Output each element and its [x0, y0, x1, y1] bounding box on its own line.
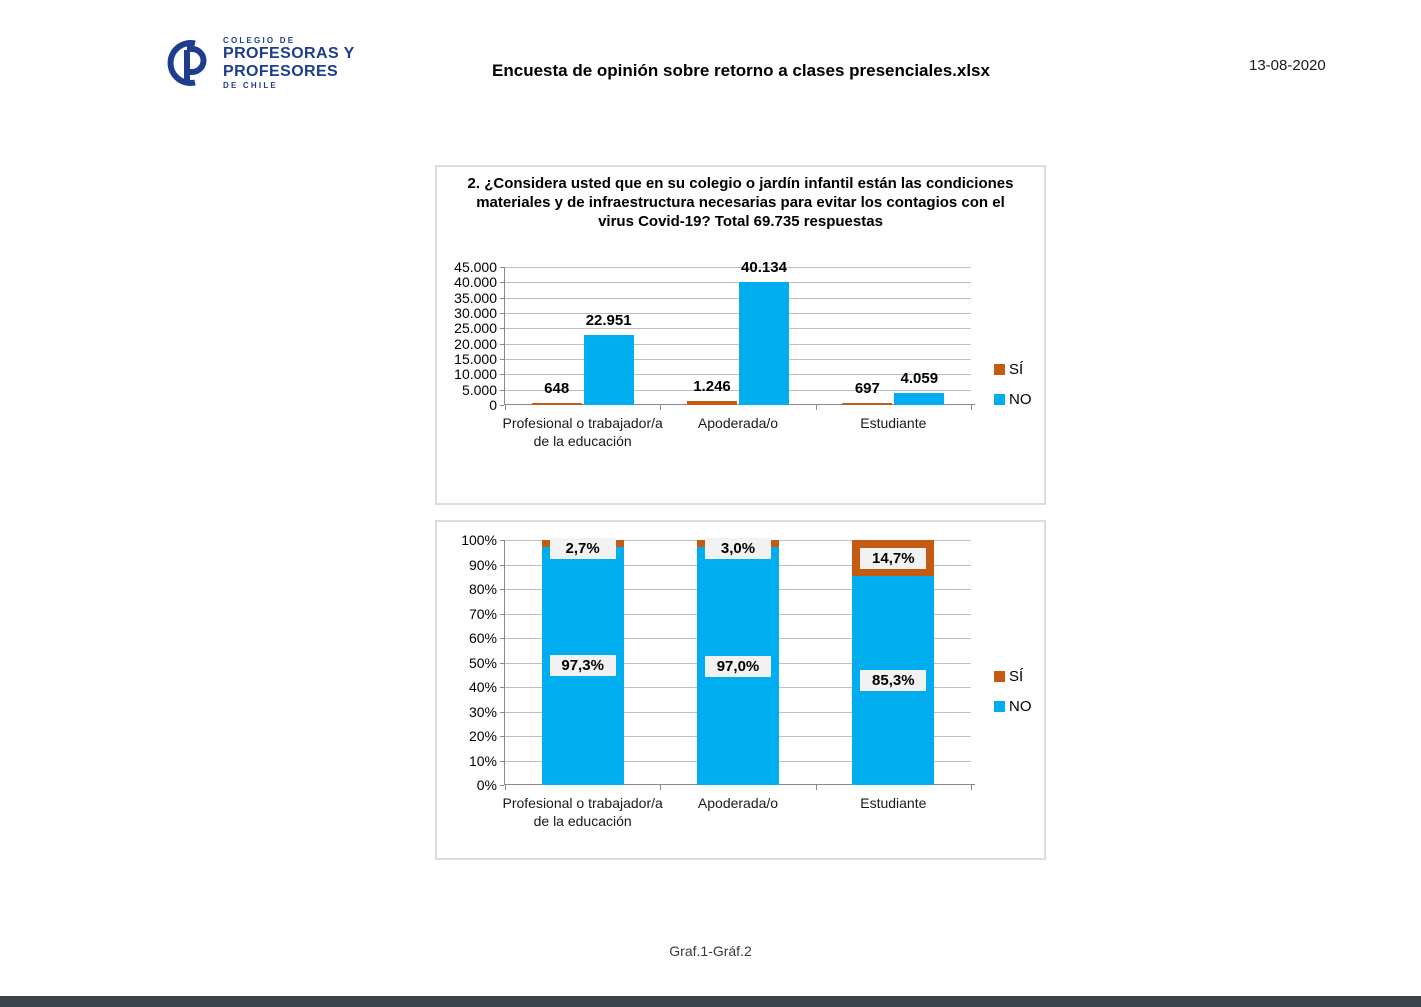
grid-line	[505, 344, 971, 345]
grid-line	[505, 298, 971, 299]
logo-line-1: COLEGIO DE	[223, 36, 296, 45]
category-label: Apoderada/o	[697, 795, 779, 811]
plot-area	[505, 540, 971, 785]
y-tick-label: 35.000	[454, 289, 497, 306]
chart-counts-box	[435, 165, 1046, 505]
y-tick-label: 0%	[476, 777, 497, 793]
legend-label: SÍ	[1009, 668, 1024, 685]
y-tick-label: 20.000	[454, 335, 497, 352]
plot-area	[505, 258, 971, 405]
data-label-no: 40.134	[741, 258, 787, 276]
legend-item	[994, 698, 1032, 715]
y-tick-label: 30%	[468, 703, 497, 720]
data-label-si: 1.246	[693, 378, 731, 396]
y-tick-label: 90%	[468, 556, 497, 573]
category-label: Estudiante	[860, 415, 927, 431]
logo-line-3: PROFESORES	[223, 63, 339, 80]
x-tick-mark	[816, 405, 817, 410]
y-tick-mark	[500, 785, 504, 786]
x-tick-mark	[505, 785, 506, 790]
bar-si	[532, 403, 582, 405]
legend-label: NO	[1009, 391, 1032, 408]
legend-label: SÍ	[1009, 361, 1024, 378]
data-label-no: 4.059	[900, 369, 939, 387]
y-tick-label: 50%	[468, 654, 497, 671]
y-tick-label: 0	[489, 397, 497, 413]
document-date: 13-08-2020	[1249, 57, 1326, 74]
document-title: Encuesta de opinión sobre retorno a clases presenciales.xlsx	[492, 61, 990, 80]
y-tick-label: 25.000	[454, 320, 497, 337]
data-label-si: 648	[544, 380, 570, 397]
grid-line	[505, 282, 971, 283]
y-tick-label: 10%	[468, 752, 497, 769]
legend-item	[994, 391, 1032, 408]
x-tick-mark	[971, 405, 972, 410]
data-label-no: 97,3%	[550, 655, 616, 676]
data-label-no: 22.951	[585, 311, 632, 329]
y-tick-label: 10.000	[454, 366, 497, 383]
y-tick-label: 30.000	[454, 305, 497, 321]
window-bottom-bar	[0, 996, 1421, 1007]
logo-line-2: PROFESORAS Y	[223, 45, 355, 62]
x-tick-mark	[971, 785, 972, 790]
bar-si	[687, 401, 737, 405]
category-label: Apoderada/o	[697, 415, 779, 431]
category-label: Profesional o trabajador/a de la educación	[502, 415, 663, 449]
y-tick-label: 15.000	[454, 351, 497, 367]
legend	[994, 668, 1032, 728]
legend-swatch-icon	[994, 394, 1005, 405]
legend-swatch-icon	[994, 364, 1005, 375]
category-label: Estudiante	[860, 795, 927, 811]
legend-swatch-icon	[994, 671, 1005, 682]
sheet-footer-label: Graf.1-Gráf.2	[669, 943, 752, 959]
data-label-no: 85,3%	[860, 670, 926, 691]
y-tick-label: 100%	[461, 532, 497, 548]
category-label: Profesional o trabajador/a de la educación	[502, 795, 663, 829]
y-tick-label: 20%	[468, 728, 497, 744]
y-axis-line	[504, 267, 505, 405]
data-label-si: 2,7%	[550, 538, 616, 559]
logo	[165, 36, 355, 90]
logo-text	[223, 36, 355, 90]
y-axis-line	[504, 540, 505, 785]
x-tick-mark	[660, 785, 661, 790]
legend	[994, 361, 1032, 421]
data-label-si: 697	[854, 379, 880, 397]
chart-percent-box	[435, 520, 1046, 860]
x-tick-mark	[816, 785, 817, 790]
y-tick-label: 40.000	[454, 274, 497, 291]
y-tick-label: 45.000	[454, 259, 497, 275]
data-label-si: 14,7%	[860, 548, 926, 569]
logo-line-4: DE CHILE	[223, 81, 278, 90]
x-tick-mark	[660, 405, 661, 410]
legend-item	[994, 668, 1032, 685]
data-label-si: 3,0%	[705, 538, 771, 559]
y-tick-label: 40%	[468, 679, 497, 695]
legend-item	[994, 361, 1032, 378]
data-label-no: 97,0%	[705, 656, 771, 677]
legend-swatch-icon	[994, 701, 1005, 712]
bar-si	[842, 403, 892, 405]
chart-title: 2. ¿Considera usted que en su colegio o jardín infantil están las condiciones materiales y de infraestructura necesarias para evitar los contagios con el virus Covid-19? Total 69.735 respuestas	[467, 175, 1014, 230]
y-tick-label: 5.000	[461, 381, 497, 398]
colegio-profesores-logo-icon	[165, 38, 211, 88]
y-tick-label: 60%	[468, 630, 497, 646]
x-tick-mark	[505, 405, 506, 410]
y-tick-mark	[500, 405, 504, 406]
legend-label: NO	[1009, 698, 1032, 715]
y-tick-label: 70%	[468, 605, 497, 622]
grid-line	[505, 359, 971, 360]
y-tick-label: 80%	[468, 581, 497, 597]
